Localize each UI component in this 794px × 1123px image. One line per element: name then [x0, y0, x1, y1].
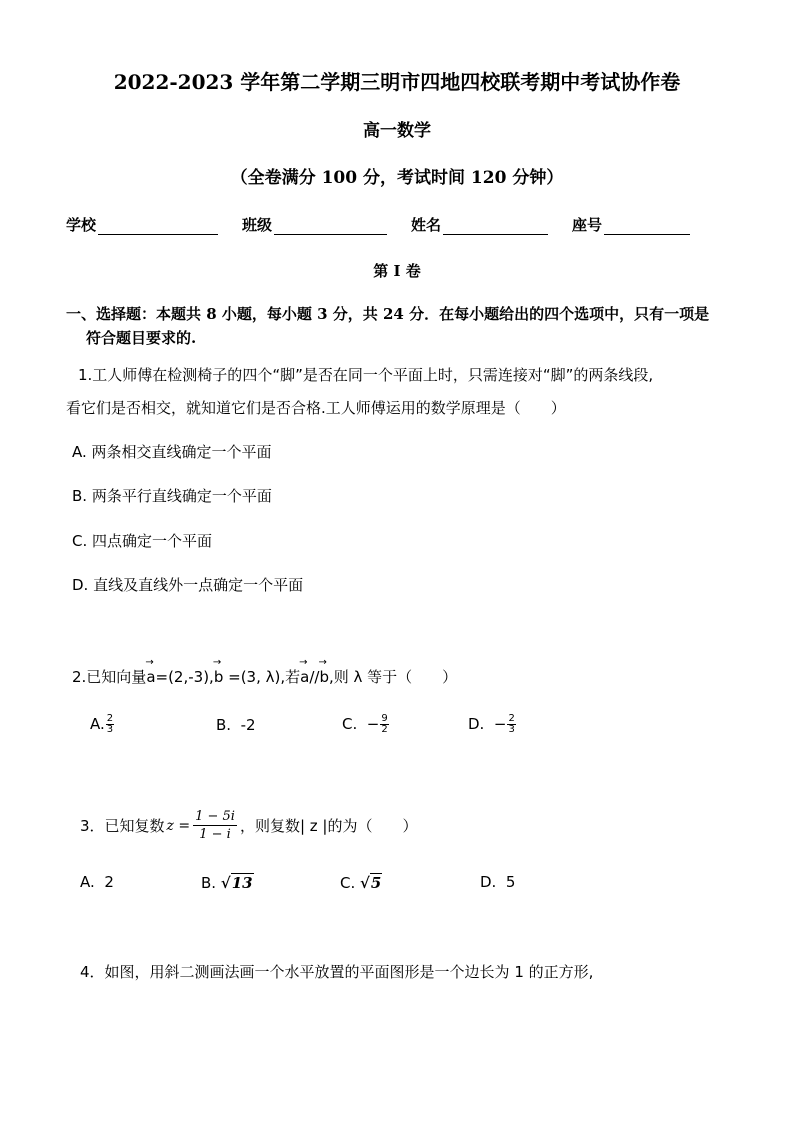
minus-sign: −: [366, 715, 380, 733]
q2-option-d-label: D.: [468, 715, 485, 733]
q3-option-b[interactable]: [201, 873, 254, 892]
q1-line-1: 1.工人师傅在检测椅子的四个“脚”是否在同一个平面上时，只需连接对“脚”的两条线段,: [78, 366, 654, 384]
q3-option-a-value: 2: [104, 873, 114, 891]
q2-suffix: ,则 λ 等于（ ）: [328, 668, 458, 686]
class-label: 班级: [242, 216, 273, 234]
q1-option-b[interactable]: B. 两条平行直线确定一个平面: [72, 487, 272, 505]
class-field: [242, 214, 387, 235]
fraction-numerator: 2: [508, 713, 515, 724]
vector-a-2: → a: [300, 668, 309, 686]
q2-stem: [72, 666, 457, 687]
fraction-denominator: 3: [508, 724, 515, 735]
q2-option-c[interactable]: [342, 714, 390, 735]
minus-sign: −: [493, 715, 507, 733]
q3-suffix: ，则复数| z |的为（ ）: [239, 817, 418, 835]
fraction-denominator: 3: [106, 724, 114, 735]
part-heading: 第 I 卷: [373, 262, 421, 280]
name-label: 姓名: [411, 216, 442, 234]
parallel-symbol: //: [309, 668, 320, 686]
radicand: 13: [231, 874, 253, 892]
vector-b-2: → b: [319, 668, 329, 686]
q3-numerator: 1 − 5i: [195, 809, 235, 824]
section-line-2: 符合题目要求的.: [86, 329, 197, 347]
sqrt-icon: √ 5: [360, 874, 382, 892]
q2-option-a-label: A.: [90, 715, 105, 733]
name-field: [411, 214, 548, 235]
q1-option-a[interactable]: A. 两条相交直线确定一个平面: [72, 443, 272, 461]
school-field: [66, 214, 218, 235]
q1-option-c[interactable]: C. 四点确定一个平面: [72, 532, 213, 550]
q2-option-b-label: B.: [216, 716, 232, 734]
q4-stem: 4．如图，用斜二测画法画一个水平放置的平面图形是一个边长为 1 的正方形,: [80, 963, 594, 981]
q3-option-c[interactable]: [340, 873, 382, 892]
q3-z-symbol: z =: [166, 817, 191, 834]
q3-option-d[interactable]: [480, 873, 515, 891]
exam-title: 2022-2023 学年第二学期三明市四地四校联考期中考试协作卷: [113, 70, 681, 94]
q1-option-d[interactable]: D. 直线及直线外一点确定一个平面: [72, 576, 304, 594]
seat-blank[interactable]: [604, 218, 690, 235]
q3-fraction: [193, 808, 237, 843]
q3-option-d-value: 5: [505, 873, 516, 891]
section-heading: [66, 302, 746, 350]
q2-option-c-fraction: [380, 714, 388, 735]
radicand: 5: [370, 874, 382, 892]
q2-option-d[interactable]: [468, 714, 517, 735]
q3-option-b-label: B.: [201, 874, 217, 892]
q3-option-a[interactable]: [80, 873, 114, 891]
q3-stem: [80, 808, 418, 843]
q2-prefix: 2.已知向量: [72, 668, 147, 686]
q2-option-c-label: C.: [342, 715, 358, 733]
q2-option-b[interactable]: [216, 716, 256, 734]
q3-option-d-label: D.: [480, 873, 497, 891]
seat-field: [572, 214, 690, 235]
exam-note: （全卷满分 100 分，考试时间 120 分钟）: [230, 168, 564, 188]
q2-option-a[interactable]: [90, 714, 115, 735]
q2-option-a-fraction: [106, 714, 114, 735]
school-blank[interactable]: [98, 218, 218, 235]
fraction-denominator: 2: [381, 724, 388, 735]
sqrt-icon: √ 13: [220, 874, 253, 892]
q1-line-2: 看它们是否相交，就知道它们是否合格.工人师傅运用的数学原理是（ ）: [66, 399, 566, 417]
q3-prefix: 3．已知复数: [80, 817, 165, 835]
q2-option-d-fraction: [507, 714, 515, 735]
section-line-1: 一、选择题：本题共 8 小题，每小题 3 分，共 24 分．在每小题给出的四个选项中，只有一项是: [66, 305, 710, 323]
q2-b-value: =(3, λ),若: [223, 668, 301, 686]
fraction-numerator: 2: [106, 713, 114, 724]
q2-a-value: =(2,-3),: [155, 668, 214, 686]
class-blank[interactable]: [274, 218, 387, 235]
q3-denominator: 1 − i: [199, 827, 231, 842]
school-label: 学校: [66, 216, 97, 234]
name-blank[interactable]: [443, 218, 548, 235]
q3-option-c-label: C.: [340, 874, 356, 892]
q3-option-a-label: A.: [80, 873, 95, 891]
student-info-row: [66, 214, 714, 235]
vector-a: → a: [146, 668, 155, 686]
seat-label: 座号: [572, 216, 603, 234]
q2-option-b-value: -2: [240, 716, 256, 734]
vector-b: → b: [214, 668, 224, 686]
exam-subject: 高一数学: [363, 121, 431, 141]
fraction-numerator: 9: [381, 713, 388, 724]
